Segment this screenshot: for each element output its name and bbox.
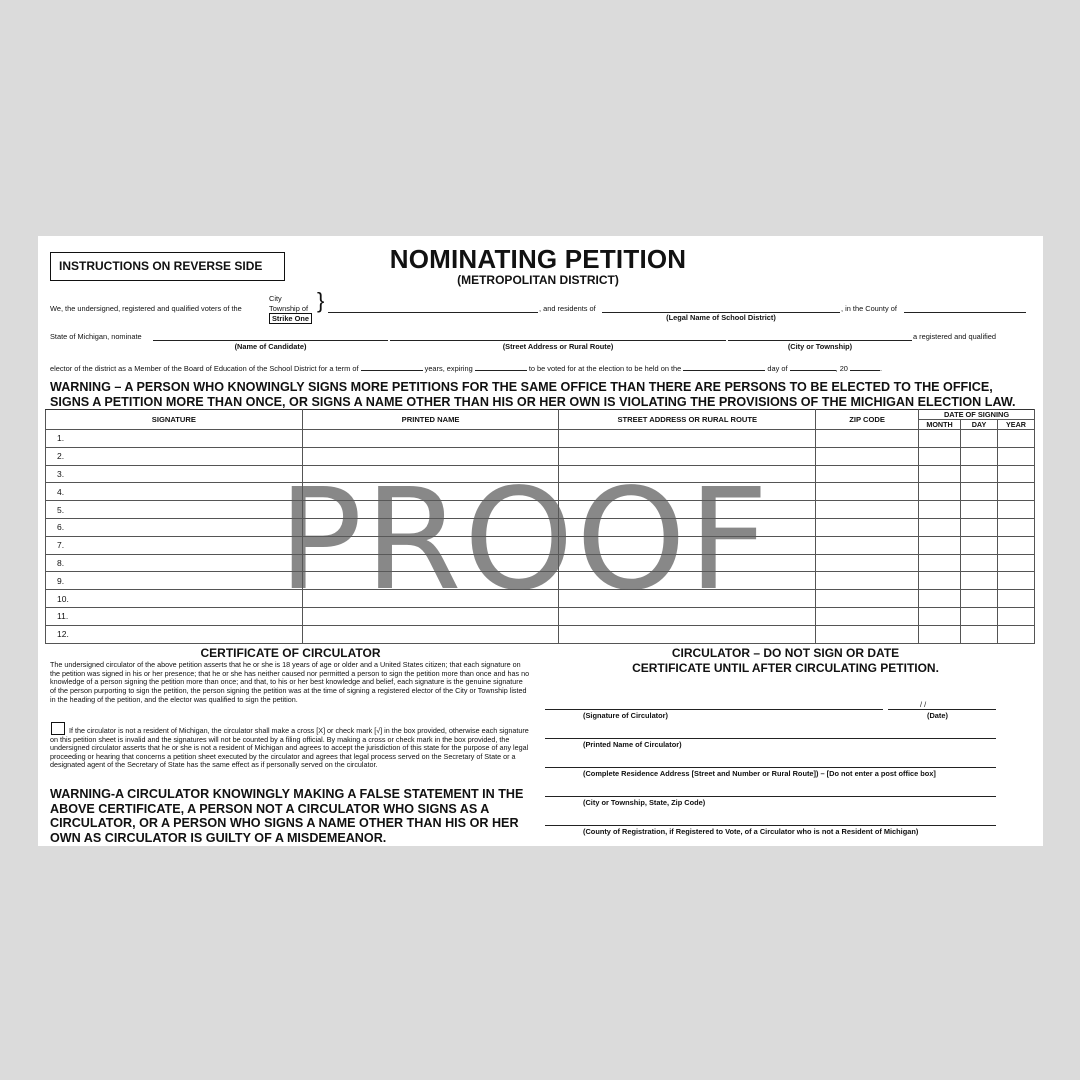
year-cell[interactable] <box>997 590 1034 608</box>
nominate-text: State of Michigan, nominate <box>50 332 142 341</box>
zip-code-cell[interactable] <box>816 554 919 572</box>
row-number: 3. <box>57 468 65 479</box>
day-header: DAY <box>961 420 998 430</box>
day-cell[interactable] <box>961 554 998 572</box>
circulator-heading <box>598 646 973 675</box>
candidate-address-field[interactable] <box>390 340 726 341</box>
row-number: 9. <box>57 575 65 586</box>
year-cell[interactable] <box>997 536 1034 554</box>
month-cell[interactable] <box>919 590 961 608</box>
term-text-e: , 20 <box>835 364 848 373</box>
election-day-field[interactable] <box>683 361 765 371</box>
month-cell[interactable] <box>919 625 961 643</box>
row-number: 2. <box>57 451 65 462</box>
school-district-label: (Legal Name of School District) <box>666 313 776 322</box>
day-cell[interactable] <box>961 625 998 643</box>
month-header: MONTH <box>919 420 961 430</box>
row-number: 11. <box>57 611 69 622</box>
term-text-b: years, expiring <box>424 364 473 373</box>
street-address-cell[interactable] <box>559 430 816 448</box>
term-text-d: day of <box>767 364 788 373</box>
row-number: 7. <box>57 540 65 551</box>
printed-name-cell[interactable] <box>302 625 559 643</box>
year-cell[interactable] <box>997 501 1034 519</box>
zip-code-cell[interactable] <box>816 590 919 608</box>
circulator-address-label: (Complete Residence Address [Street and Number or Rural Route]) – [Do not enter a post office box] <box>583 769 936 778</box>
circulator-warning: WARNING-A CIRCULATOR KNOWINGLY MAKING A FALSE STATEMENT IN THE ABOVE CERTIFICATE, A PERSON NOT A CIRCULATOR WHO SIGNS AS A CIRCULATOR, OR A PERSON WHO SIGNS A NAME OTHER THAN HIS OR HER OWN AS CIRCULATOR IS GUILTY OF A MISDEMEANOR. <box>50 787 524 845</box>
date-of-signing-header: DATE OF SIGNING <box>919 410 1035 420</box>
day-cell[interactable] <box>961 430 998 448</box>
signature-cell[interactable] <box>46 607 303 625</box>
month-cell[interactable] <box>919 536 961 554</box>
registered-qualified-text: a registered and qualified <box>913 332 996 341</box>
zip-code-cell[interactable] <box>816 536 919 554</box>
brace: } <box>317 288 325 313</box>
year-cell[interactable] <box>997 483 1034 501</box>
signature-cell[interactable] <box>46 536 303 554</box>
term-years-field[interactable] <box>361 361 423 371</box>
candidate-city-label: (City or Township) <box>787 342 853 351</box>
warning-line-2: SIGNS A PETITION MORE THAN ONCE, OR SIGNS A NAME OTHER THAN HIS OR HER OWN IS VIOLATING THE PROVISIONS OF THE MICHIGAN ELECTION LAW. <box>50 394 1016 409</box>
signature-cell[interactable] <box>46 572 303 590</box>
circulator-signature-field[interactable] <box>545 709 883 710</box>
election-year-field[interactable] <box>850 361 883 373</box>
term-sentence <box>50 361 882 373</box>
day-cell[interactable] <box>961 501 998 519</box>
day-cell[interactable] <box>961 465 998 483</box>
election-law-warning <box>50 380 1016 409</box>
row-number: 12. <box>57 629 69 640</box>
signature-cell[interactable] <box>46 518 303 536</box>
page-title: NOMINATING PETITION <box>389 244 687 274</box>
municipality-field[interactable] <box>328 312 538 313</box>
table-row <box>46 625 1035 643</box>
row-number: 8. <box>57 557 65 568</box>
expiring-field[interactable] <box>475 361 527 371</box>
zip-code-cell[interactable] <box>816 501 919 519</box>
circulator-date-field[interactable] <box>888 709 996 710</box>
day-cell[interactable] <box>961 536 998 554</box>
circulator-address-field[interactable] <box>545 767 996 768</box>
row-number: 6. <box>57 522 65 533</box>
day-cell[interactable] <box>961 518 998 536</box>
circulator-printed-name-field[interactable] <box>545 738 996 739</box>
residents-text: , and residents of <box>539 304 596 313</box>
month-cell[interactable] <box>919 554 961 572</box>
city-option: City <box>269 294 282 303</box>
month-cell[interactable] <box>919 483 961 501</box>
year-cell[interactable] <box>997 465 1034 483</box>
month-cell[interactable] <box>919 572 961 590</box>
month-cell[interactable] <box>919 430 961 448</box>
county-field[interactable] <box>904 312 1026 313</box>
zip-code-cell[interactable] <box>816 572 919 590</box>
month-cell[interactable] <box>919 501 961 519</box>
year-header: YEAR <box>997 420 1034 430</box>
month-cell[interactable] <box>919 518 961 536</box>
signature-cell[interactable] <box>46 483 303 501</box>
term-text-c: to be voted for at the election to be held on the <box>528 364 682 373</box>
date-slashes: / / <box>920 700 927 709</box>
signature-cell[interactable] <box>46 590 303 608</box>
month-cell[interactable] <box>919 447 961 465</box>
zip-code-cell[interactable] <box>816 483 919 501</box>
year-cell[interactable] <box>997 518 1034 536</box>
table-row <box>46 430 1035 448</box>
row-number: 4. <box>57 486 65 497</box>
year-cell[interactable] <box>997 572 1034 590</box>
zip-code-header: ZIP CODE <box>816 410 919 430</box>
zip-code-cell[interactable] <box>816 430 919 448</box>
circulator-city-label: (City or Township, State, Zip Code) <box>583 798 706 807</box>
certificate-text: The undersigned circulator of the above petition asserts that he or she is 18 years of age or older and a United States citizen; that each signature on the petition was signed in his or her presence; that he or she has neither caused nor permitted a person to sign the petition more than once and has no knowledge of a person signing the petition more than once; and that, to his or her best knowledge and belief, each signature is the genuine signature of the person purporting to sign the petition, the person signing the petition was at the time of signing a registered elector of the City or Township listed in the heading of the petition, and the elector was qualified to sign the petition. <box>50 660 530 704</box>
signature-cell[interactable] <box>46 430 303 448</box>
signature-cell[interactable] <box>46 447 303 465</box>
certificate-title: CERTIFICATE OF CIRCULATOR <box>200 646 381 660</box>
zip-code-cell[interactable] <box>816 518 919 536</box>
term-text-a: elector of the district as a Member of the Board of Education of the School District for a term of <box>50 364 359 373</box>
row-number: 10. <box>57 593 69 604</box>
row-number: 1. <box>57 433 65 444</box>
voters-intro-text: We, the undersigned, registered and qualified voters of the <box>50 304 242 313</box>
circulator-city-field[interactable] <box>545 796 996 797</box>
signature-cell[interactable] <box>46 501 303 519</box>
signature-cell[interactable] <box>46 465 303 483</box>
instructions-box: INSTRUCTIONS ON REVERSE SIDE <box>50 252 285 281</box>
zip-code-cell[interactable] <box>816 465 919 483</box>
nonresident-text: If the circulator is not a resident of Michigan, the circulator shall make a cross [X] or check mark [√] in the box provided, otherwise each signature on this petition sheet is invalid and the signatures will not be counted by a filing official. By making a cross or check mark in the box provided, the undersigned circulator asserts that he or she is not a resident of Michigan and agrees to accept the jurisdiction of this state for the purpose of any legal proceeding or hearing that concerns a petition sheet executed by the circulator and agrees that legal process served on the Secretary of State or a designated agent of the Secretary of State has the same effect as if personally served on the circulator. <box>50 726 529 770</box>
year-cell[interactable] <box>997 554 1034 572</box>
circulator-heading-line-1: CIRCULATOR – DO NOT SIGN OR DATE <box>671 646 900 660</box>
circulator-date-label: (Date) <box>927 711 948 720</box>
candidate-address-label: (Street Address or Rural Route) <box>502 342 614 351</box>
warning-line-1: WARNING – A PERSON WHO KNOWINGLY SIGNS MORE PETITIONS FOR THE SAME OFFICE THAN THERE ARE PERSONS TO BE ELECTED TO THE OFFICE, <box>50 380 993 394</box>
signature-cell[interactable] <box>46 625 303 643</box>
zip-code-cell[interactable] <box>816 625 919 643</box>
day-cell[interactable] <box>961 483 998 501</box>
strike-one-label: Strike One <box>269 313 312 324</box>
county-text: , in the County of <box>841 304 897 313</box>
street-address-header: STREET ADDRESS OR RURAL ROUTE <box>559 410 816 430</box>
printed-name-cell[interactable] <box>302 430 559 448</box>
day-cell[interactable] <box>961 590 998 608</box>
zip-code-cell[interactable] <box>816 607 919 625</box>
month-cell[interactable] <box>919 607 961 625</box>
term-text-f: . <box>879 364 883 373</box>
signature-header: SIGNATURE <box>46 410 303 430</box>
circulator-printed-name-label: (Printed Name of Circulator) <box>583 740 682 749</box>
printed-name-header: PRINTED NAME <box>302 410 559 430</box>
circulator-county-field[interactable] <box>545 825 996 826</box>
year-cell[interactable] <box>997 447 1034 465</box>
row-number: 5. <box>57 504 65 515</box>
township-option: Township of <box>269 304 309 313</box>
election-month-field[interactable] <box>790 361 836 371</box>
proof-watermark: PROOF <box>278 459 771 622</box>
year-cell[interactable] <box>997 430 1034 448</box>
circulator-signature-label: (Signature of Circulator) <box>583 711 668 720</box>
month-cell[interactable] <box>919 465 961 483</box>
petition-sheet <box>38 236 1043 846</box>
year-cell[interactable] <box>997 625 1034 643</box>
page-subtitle: (METROPOLITAN DISTRICT) <box>457 273 619 287</box>
zip-code-cell[interactable] <box>816 447 919 465</box>
street-address-cell[interactable] <box>559 625 816 643</box>
candidate-city-field[interactable] <box>728 340 912 341</box>
circulator-county-label: (County of Registration, if Registered to Vote, of a Circulator who is not a Resident of Michigan) <box>583 827 919 836</box>
day-cell[interactable] <box>961 447 998 465</box>
circulator-heading-line-2: CERTIFICATE UNTIL AFTER CIRCULATING PETITION. <box>632 660 939 675</box>
candidate-name-field[interactable] <box>153 340 388 341</box>
signature-cell[interactable] <box>46 554 303 572</box>
day-cell[interactable] <box>961 607 998 625</box>
candidate-name-label: (Name of Candidate) <box>234 342 307 351</box>
year-cell[interactable] <box>997 607 1034 625</box>
day-cell[interactable] <box>961 572 998 590</box>
